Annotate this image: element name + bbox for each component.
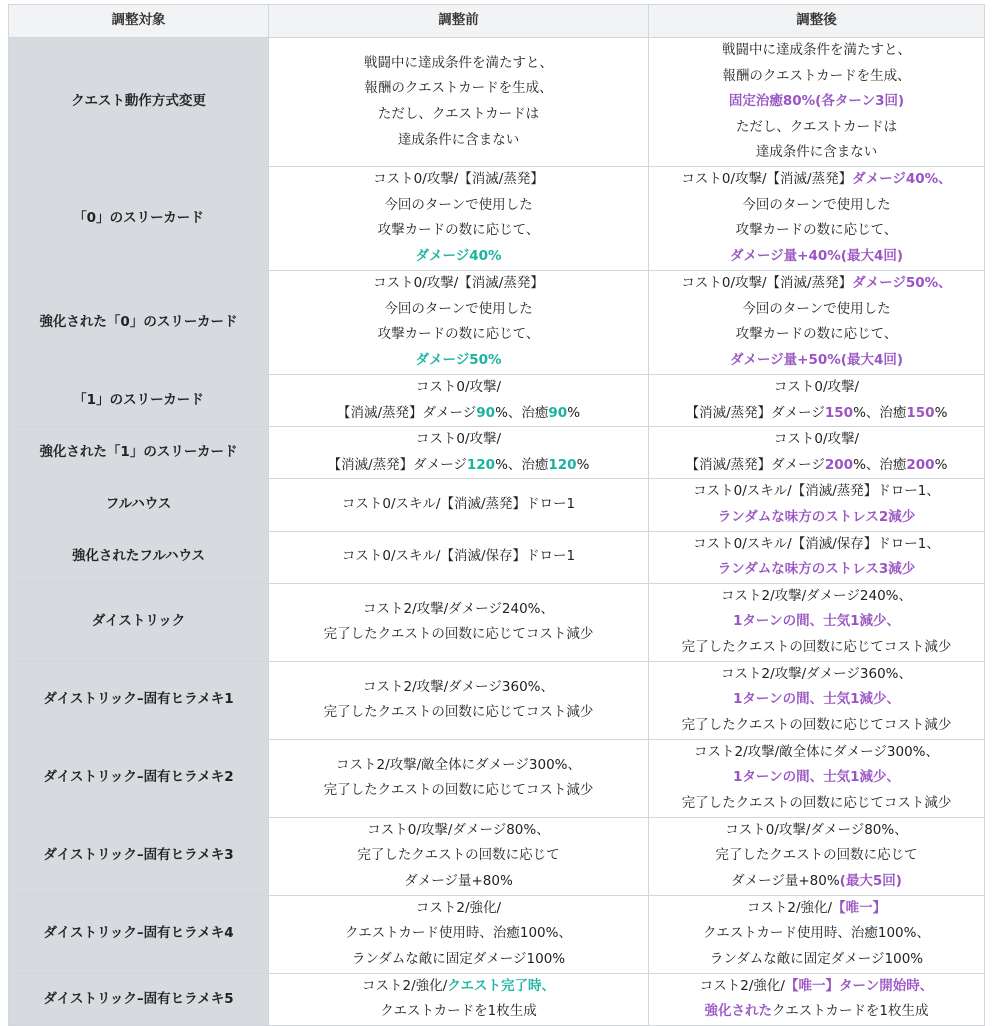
table-row	[9, 270, 985, 374]
row-target: 「0」のスリーカード	[9, 166, 269, 270]
row-target: フルハウス	[9, 479, 269, 531]
highlight-text: 200	[824, 456, 854, 473]
before-line	[271, 244, 646, 270]
row-after	[649, 270, 985, 374]
after-line	[651, 453, 982, 479]
text-segment: コスト0/攻撃/ダメージ80%、	[367, 821, 550, 838]
table-row	[9, 817, 985, 895]
after-line	[651, 89, 982, 115]
highlight-text: ダメージ50%、	[852, 275, 952, 292]
text-segment: ただし、クエストカードは	[735, 118, 898, 135]
after-line	[651, 140, 982, 166]
highlight-text: 150	[906, 404, 935, 421]
text-segment: コスト2/攻撃/ダメージ360%、	[720, 665, 912, 682]
after-line	[651, 921, 982, 947]
row-before	[269, 270, 649, 374]
after-line	[651, 505, 982, 531]
row-before	[269, 817, 649, 895]
text-segment: ランダムな敵に固定ダメージ100%	[709, 951, 924, 968]
after-line	[651, 115, 982, 141]
highlight-text: ダメージ50%	[415, 352, 502, 369]
text-segment: 完了したクエストの回数に応じて	[715, 847, 918, 864]
text-segment: 完了したクエストの回数に応じてコスト減少	[323, 704, 594, 721]
after-line	[651, 896, 982, 922]
text-segment: %、治癒	[853, 456, 907, 473]
table-row	[9, 479, 985, 531]
after-line	[651, 271, 982, 297]
text-segment: %、治癒	[853, 404, 907, 421]
before-line	[271, 896, 646, 922]
row-target: ダイストリック–固有ヒラメキ3	[9, 817, 269, 895]
row-before	[269, 895, 649, 973]
after-line	[651, 974, 982, 1000]
text-segment: コスト0/攻撃/	[415, 431, 502, 448]
before-line	[271, 843, 646, 869]
header-row	[9, 5, 985, 38]
before-line	[271, 700, 646, 726]
row-before	[269, 739, 649, 817]
after-line	[651, 869, 982, 895]
row-after	[649, 739, 985, 817]
row-after	[649, 661, 985, 739]
text-segment: 今回のターンで使用した	[742, 300, 891, 317]
highlight-text: ダメージ量+40%(最大4回)	[729, 248, 904, 265]
row-target: クエスト動作方式変更	[9, 38, 269, 167]
text-segment: 報酬のクエストカードを生成、	[722, 67, 911, 84]
after-line	[651, 609, 982, 635]
table-row	[9, 38, 985, 167]
text-segment: クエストカード使用時、治癒100%、	[703, 925, 930, 942]
text-segment: 【消滅/蒸発】ダメージ	[685, 404, 825, 421]
text-segment: コスト2/攻撃/ダメージ240%、	[362, 600, 554, 617]
highlight-text: 1ターンの間、士気1減少、	[732, 691, 901, 708]
table-row	[9, 973, 985, 1025]
table-row	[9, 739, 985, 817]
highlight-text: ダメージ40%	[415, 248, 502, 265]
text-segment: %	[567, 404, 581, 421]
after-line	[651, 818, 982, 844]
text-segment: %、治癒	[495, 404, 549, 421]
table-row	[9, 661, 985, 739]
text-segment: 【消滅/蒸発】ダメージ	[685, 456, 825, 473]
row-after	[649, 38, 985, 167]
text-segment: 完了したクエストの回数に応じてコスト減少	[323, 626, 594, 643]
before-line	[271, 167, 646, 193]
text-segment: 今回のターンで使用した	[742, 196, 891, 213]
text-segment: クエストカードを1枚生成	[380, 1003, 537, 1020]
text-segment: コスト0/攻撃/【消滅/蒸発】	[681, 275, 853, 292]
text-segment: 戦闘中に達成条件を満たすと、	[722, 42, 911, 58]
row-before	[269, 479, 649, 531]
row-before	[269, 661, 649, 739]
after-line	[651, 532, 982, 558]
text-segment: 攻撃カードの数に応じて、	[377, 326, 540, 343]
before-line	[271, 544, 646, 570]
before-line	[271, 869, 646, 895]
before-line	[271, 102, 646, 128]
highlight-text: 200	[906, 456, 935, 473]
after-line	[651, 167, 982, 193]
text-segment: %	[934, 456, 948, 473]
row-before	[269, 973, 649, 1025]
text-segment: コスト0/攻撃/	[773, 378, 860, 395]
highlight-text: 【唯一】ターン開始時、	[784, 977, 934, 994]
text-segment: 攻撃カードの数に応じて、	[735, 326, 898, 343]
text-segment: 【消滅/蒸発】ダメージ	[336, 404, 477, 421]
text-segment: 完了したクエストの回数に応じてコスト減少	[681, 717, 952, 734]
highlight-text: 強化された	[704, 1003, 773, 1020]
before-line	[271, 753, 646, 779]
after-line	[651, 401, 982, 427]
after-line	[651, 64, 982, 90]
text-segment: コスト2/強化/	[415, 899, 502, 916]
header-target: 調整対象	[9, 5, 269, 38]
text-segment: コスト0/攻撃/ダメージ80%、	[725, 821, 908, 838]
text-segment: コスト2/強化/	[746, 899, 833, 916]
adjustment-table	[8, 4, 985, 1026]
after-line	[651, 584, 982, 610]
text-segment: コスト0/攻撃/【消滅/蒸発】	[373, 275, 544, 292]
text-segment: %	[934, 404, 948, 421]
before-line	[271, 51, 646, 77]
before-line	[271, 921, 646, 947]
row-after	[649, 817, 985, 895]
table-row	[9, 531, 985, 583]
before-line	[271, 778, 646, 804]
after-line	[651, 375, 982, 401]
before-line	[271, 218, 646, 244]
after-line	[651, 193, 982, 219]
row-target: ダイストリック–固有ヒラメキ2	[9, 739, 269, 817]
after-line	[651, 218, 982, 244]
before-line	[271, 322, 646, 348]
before-line	[271, 999, 646, 1025]
after-line	[651, 843, 982, 869]
highlight-text: ダメージ量+50%(最大4回)	[729, 352, 904, 369]
after-line	[651, 557, 982, 583]
after-line	[651, 662, 982, 688]
after-line	[651, 740, 982, 766]
text-segment: コスト0/攻撃/	[773, 431, 860, 448]
before-line	[271, 974, 646, 1000]
before-line	[271, 271, 646, 297]
highlight-text: ダメージ40%、	[852, 171, 952, 188]
row-target: ダイストリック–固有ヒラメキ4	[9, 895, 269, 973]
row-target: 強化された「0」のスリーカード	[9, 270, 269, 374]
row-before	[269, 166, 649, 270]
after-line	[651, 687, 982, 713]
text-segment: ダメージ量+80%	[731, 873, 840, 890]
row-target: 強化されたフルハウス	[9, 531, 269, 583]
row-before	[269, 38, 649, 167]
text-segment: 完了したクエストの回数に応じて	[357, 847, 560, 864]
before-line	[271, 597, 646, 623]
after-line	[651, 244, 982, 270]
after-line	[651, 947, 982, 973]
text-segment: コスト0/スキル/【消滅/保存】ドロー1、	[693, 535, 940, 552]
before-line	[271, 492, 646, 518]
text-segment: 完了したクエストの回数に応じてコスト減少	[681, 795, 952, 812]
highlight-text: ランダムな味方のストレス3減少	[717, 561, 916, 578]
text-segment: 今回のターンで使用した	[384, 196, 533, 213]
before-line	[271, 818, 646, 844]
text-segment: 攻撃カードの数に応じて、	[377, 222, 540, 239]
row-target: ダイストリック	[9, 583, 269, 661]
text-segment: %	[576, 456, 590, 473]
text-segment: クエストカードを1枚生成	[772, 1003, 929, 1020]
after-line	[651, 297, 982, 323]
highlight-text: 90	[548, 404, 568, 421]
row-target: ダイストリック–固有ヒラメキ5	[9, 973, 269, 1025]
highlight-text: 120	[466, 456, 496, 473]
highlight-text: 120	[548, 456, 577, 473]
text-segment: コスト2/攻撃/敵全体にダメージ300%、	[693, 743, 939, 760]
row-before	[269, 531, 649, 583]
after-line	[651, 479, 982, 505]
highlight-text: 90	[476, 404, 496, 421]
after-line	[651, 348, 982, 374]
row-after	[649, 583, 985, 661]
highlight-text: 1ターンの間、士気1減少、	[732, 613, 901, 630]
row-after	[649, 374, 985, 426]
after-line	[651, 635, 982, 661]
before-line	[271, 76, 646, 102]
text-segment: コスト2/攻撃/ダメージ240%、	[720, 587, 912, 604]
row-target: ダイストリック–固有ヒラメキ1	[9, 661, 269, 739]
highlight-text: 150	[824, 404, 854, 421]
row-target: 強化された「1」のスリーカード	[9, 427, 269, 479]
header-before: 調整前	[269, 5, 649, 38]
row-after	[649, 531, 985, 583]
before-line	[271, 675, 646, 701]
before-line	[271, 947, 646, 973]
text-segment: コスト0/スキル/【消滅/保存】ドロー1	[341, 548, 576, 565]
text-segment: コスト2/攻撃/ダメージ360%、	[362, 678, 554, 695]
text-segment: コスト2/強化/	[362, 977, 448, 994]
row-after	[649, 479, 985, 531]
row-after	[649, 427, 985, 479]
text-segment: コスト0/スキル/【消滅/蒸発】ドロー1、	[693, 483, 940, 500]
after-line	[651, 38, 982, 64]
text-segment: コスト0/攻撃/【消滅/蒸発】	[681, 171, 853, 188]
before-line	[271, 348, 646, 374]
text-segment: 【消滅/蒸発】ダメージ	[327, 456, 467, 473]
before-line	[271, 622, 646, 648]
text-segment: コスト0/攻撃/【消滅/蒸発】	[373, 171, 544, 188]
after-line	[651, 999, 982, 1025]
text-segment: 戦闘中に達成条件を満たすと、	[364, 54, 553, 71]
highlight-text: (最大5回)	[839, 873, 902, 890]
row-before	[269, 374, 649, 426]
before-line	[271, 128, 646, 154]
highlight-text: 1ターンの間、士気1減少、	[732, 769, 901, 786]
highlight-text: 【唯一】	[832, 899, 887, 916]
text-segment: 今回のターンで使用した	[384, 300, 533, 317]
table-row	[9, 166, 985, 270]
text-segment: 達成条件に含まない	[755, 144, 878, 161]
text-segment: 達成条件に含まない	[397, 131, 520, 148]
before-line	[271, 193, 646, 219]
text-segment: 攻撃カードの数に応じて、	[735, 222, 898, 239]
text-segment: コスト0/スキル/【消滅/蒸発】ドロー1	[341, 496, 576, 513]
table-row	[9, 895, 985, 973]
row-before	[269, 427, 649, 479]
text-segment: ランダムな敵に固定ダメージ100%	[351, 951, 566, 968]
row-after	[649, 166, 985, 270]
row-after	[649, 895, 985, 973]
text-segment: 完了したクエストの回数に応じてコスト減少	[323, 782, 594, 799]
before-line	[271, 401, 646, 427]
header-after: 調整後	[649, 5, 985, 38]
highlight-text: 固定治癒80%(各ターン3回)	[728, 93, 905, 110]
highlight-text: クエスト完了時、	[447, 977, 555, 994]
text-segment: ただし、クエストカードは	[377, 105, 540, 122]
highlight-text: ランダムな味方のストレス2減少	[717, 508, 916, 525]
table-row	[9, 427, 985, 479]
text-segment: %、治癒	[495, 456, 549, 473]
text-segment: コスト2/強化/	[699, 977, 785, 994]
after-line	[651, 791, 982, 817]
after-line	[651, 713, 982, 739]
text-segment: コスト2/攻撃/敵全体にダメージ300%、	[335, 756, 581, 773]
text-segment: 報酬のクエストカードを生成、	[364, 80, 553, 97]
after-line	[651, 322, 982, 348]
before-line	[271, 297, 646, 323]
table-row	[9, 583, 985, 661]
before-line	[271, 427, 646, 453]
row-before	[269, 583, 649, 661]
row-after	[649, 973, 985, 1025]
row-target: 「1」のスリーカード	[9, 374, 269, 426]
text-segment: クエストカード使用時、治癒100%、	[345, 925, 572, 942]
text-segment: コスト0/攻撃/	[415, 378, 502, 395]
after-line	[651, 427, 982, 453]
before-line	[271, 453, 646, 479]
text-segment: ダメージ量+80%	[404, 873, 513, 890]
table-row	[9, 374, 985, 426]
before-line	[271, 375, 646, 401]
after-line	[651, 765, 982, 791]
text-segment: 完了したクエストの回数に応じてコスト減少	[681, 639, 952, 656]
